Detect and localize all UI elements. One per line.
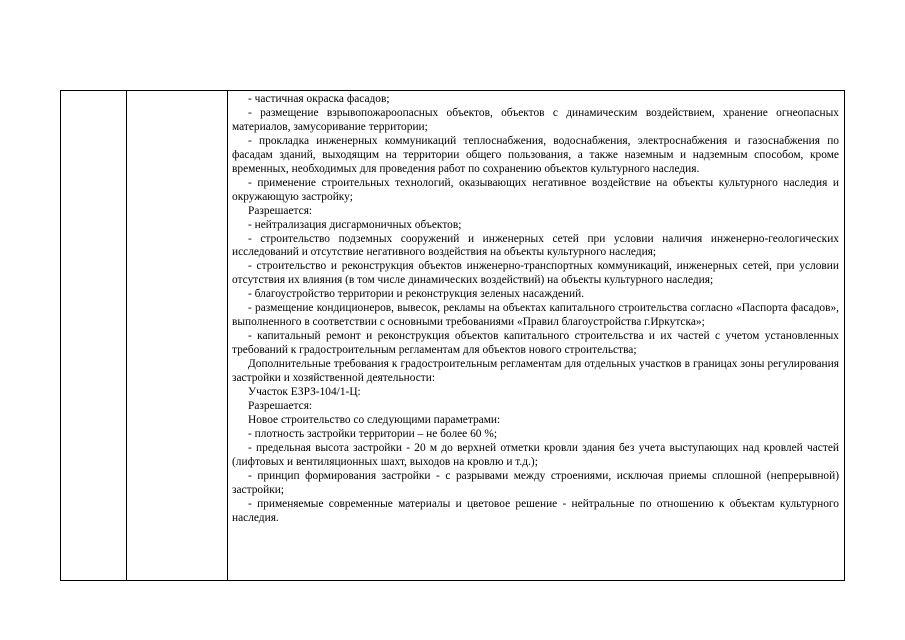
requirement-paragraph: - размещение взрывопожароопасных объектов, объектов с динамическим воздействием, хранение огнеопасных материалов, замусоривание территории; <box>232 106 839 133</box>
requirement-paragraph: - частичная окраска фасадов; <box>248 93 390 105</box>
plot-heading: Участок ЕЗРЗ-104/1-Ц: <box>248 386 361 399</box>
section-heading-allowed: Разрешается: <box>248 399 313 412</box>
requirement-paragraph: - строительство подземных сооружений и инженерных сетей при условии наличия инженерно-геологических исследований и отсутствие негативного воздействия на объекты культурного наследия; <box>232 232 839 259</box>
new-construction-heading: Новое строительство со следующими параметрами: <box>248 413 501 426</box>
requirement-paragraph: - применение строительных технологий, оказывающих негативное воздействие на объекты культурного наследия и окружающую застройку; <box>232 176 839 203</box>
table-column-zone <box>127 91 228 580</box>
table-column-number <box>61 91 127 580</box>
requirement-paragraph: - применяемые современные материалы и цветовое решение - нейтральные по отношению к объектам культурного наследия. <box>232 497 839 524</box>
table-column-requirements <box>228 91 844 580</box>
requirement-paragraph: - размещение кондиционеров, вывесок, рекламы на объектах капитального строительства согласно «Паспорта фасадов», выполненного в соответствии с основными требованиями «Правил благоустройства г.Иркутска»; <box>232 302 839 329</box>
requirement-paragraph: - плотность застройки территории – не более 60 %; <box>248 427 497 440</box>
requirement-paragraph: - предельная высота застройки - 20 м до верхней отметки кровли здания без учета выступающих над кровлей частей (лифтовых и вентиляционных шахт, выходов на кровлю и т.д.); <box>232 441 839 468</box>
requirement-paragraph: - принцип формирования застройки - с разрывами между строениями, исключая приемы сплошной (непрерывной) застройки; <box>232 469 839 496</box>
regulation-table <box>60 90 845 581</box>
requirement-paragraph: - капитальный ремонт и реконструкция объектов капитального строительства и их частей с учетом установленных требований к градостроительным регламентам для объектов нового строительства; <box>232 330 839 357</box>
section-heading-allowed: Разрешается: <box>248 204 313 217</box>
requirement-paragraph: - прокладка инженерных коммуникаций теплоснабжения, водоснабжения, электроснабжения и газоснабжения по фасадам зданий, выходящим на территории общего пользования, а также наземным и надземным способом, кроме временных, необходимых для проведения работ по сохранению объектов культурного наследия. <box>232 134 839 175</box>
requirement-paragraph: - строительство и реконструкция объектов инженерно-транспортных коммуникаций, инженерных сетей, при условии отсутствия их влияния (в том числе динамических воздействий) на объекты культурного наследия; <box>232 260 839 287</box>
additional-requirements-heading: Дополнительные требования к градостроительным регламентам для отдельных участков в границах зоны регулирования застройки и хозяйственной деятельности: <box>232 358 839 385</box>
requirement-paragraph: - нейтрализация дисгармоничных объектов; <box>248 218 462 231</box>
requirement-paragraph: - благоустройство территории и реконструкция зеленых насаждений. <box>248 288 585 301</box>
